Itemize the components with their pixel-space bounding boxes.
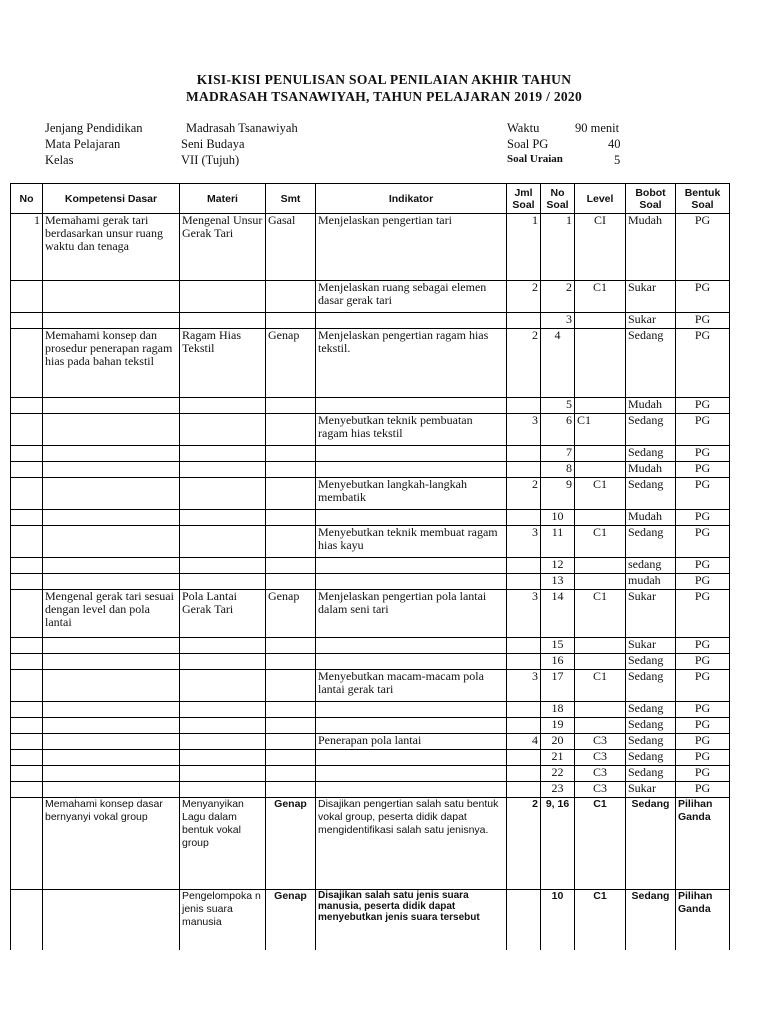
- kisi-kisi-table: [10, 183, 730, 950]
- cell-indikator: Menyebutkan teknik pembuatan ragam hias tekstil: [316, 414, 507, 446]
- cell-bobot: Sedang: [626, 414, 676, 446]
- cell-bentuk: PG: [676, 574, 730, 590]
- cell-no-soal: 23: [541, 782, 575, 798]
- table-row: [11, 414, 730, 446]
- table-row: [11, 782, 730, 798]
- cell-level: C1: [575, 590, 626, 638]
- cell-bobot: Sukar: [626, 638, 676, 654]
- cell-bobot: mudah: [626, 574, 676, 590]
- header-bentuk-soal: Bentuk Soal: [676, 184, 730, 214]
- cell-bobot: Mudah: [626, 398, 676, 414]
- cell-bobot: Sedang: [626, 766, 676, 782]
- cell-no-soal: 21: [541, 750, 575, 766]
- table-row: [11, 526, 730, 558]
- cell-materi: Pola Lantai Gerak Tari: [180, 590, 266, 638]
- table-row: [11, 670, 730, 702]
- cell-level: C1: [575, 478, 626, 510]
- kelas-value: VII (Tujuh): [181, 153, 240, 167]
- table-row: [11, 558, 730, 574]
- cell-bentuk: PG: [676, 590, 730, 638]
- cell-bentuk: PG: [676, 750, 730, 766]
- cell-bobot: Sedang: [626, 734, 676, 750]
- table-row: [11, 398, 730, 414]
- cell-no-soal: 2: [541, 281, 575, 313]
- cell-no-soal: 7: [541, 446, 575, 462]
- table-row: [11, 638, 730, 654]
- soal-uraian-value: 5: [614, 153, 621, 167]
- cell-bentuk: PG: [676, 526, 730, 558]
- table-row: [11, 890, 730, 950]
- cell-jml: 2: [507, 798, 541, 890]
- cell-smt: Genap: [266, 590, 316, 638]
- cell-bentuk: Pilihan Ganda: [676, 798, 730, 890]
- header-materi: Materi: [180, 184, 266, 214]
- cell-no-soal: 10: [541, 510, 575, 526]
- header-bobot-soal: Bobot Soal: [626, 184, 676, 214]
- cell-no-soal: 9, 16: [541, 798, 575, 890]
- cell-no-soal: 17: [541, 670, 575, 702]
- cell-no-soal: 19: [541, 718, 575, 734]
- cell-kd: Memahami gerak tari berdasarkan unsur ruang waktu dan tenaga: [43, 214, 180, 281]
- cell-jml: 3: [507, 414, 541, 446]
- jenjang-label: Jenjang Pendidikan: [45, 121, 143, 135]
- header-no: No: [11, 184, 43, 214]
- cell-bentuk: PG: [676, 734, 730, 750]
- document-title-line-2: MADRASAH TSANAWIYAH, TAHUN PELAJARAN 2019 / 2020: [185, 89, 583, 104]
- cell-bentuk: PG: [676, 414, 730, 446]
- cell-indikator: Menjelaskan pengertian pola lantai dalam seni tari: [316, 590, 507, 638]
- cell-bentuk: PG: [676, 313, 730, 329]
- cell-bentuk: PG: [676, 281, 730, 313]
- header-smt: Smt: [266, 184, 316, 214]
- cell-indikator: Menyebutkan macam-macam pola lantai gerak tari: [316, 670, 507, 702]
- cell-materi: Menyanyikan Lagu dalam bentuk vokal group: [180, 798, 266, 890]
- cell-indikator: Disajikan pengertian salah satu bentuk vokal group, peserta didik dapat mengidentifikasi salah satu jenisnya.: [316, 798, 507, 890]
- cell-bentuk: PG: [676, 510, 730, 526]
- cell-smt: Genap: [266, 798, 316, 890]
- table-row: [11, 654, 730, 670]
- cell-level: C1: [575, 890, 626, 950]
- cell-bentuk: PG: [676, 654, 730, 670]
- cell-no: 1: [11, 214, 43, 281]
- table-row: [11, 313, 730, 329]
- cell-jml: 3: [507, 670, 541, 702]
- cell-level: C3: [575, 766, 626, 782]
- cell-jml: 3: [507, 590, 541, 638]
- cell-bobot: Sedang: [626, 654, 676, 670]
- cell-bobot: Sedang: [626, 446, 676, 462]
- cell-bentuk: PG: [676, 766, 730, 782]
- cell-indikator: Menjelaskan ruang sebagai elemen dasar gerak tari: [316, 281, 507, 313]
- cell-indikator: Disajikan salah satu jenis suara manusia, peserta didik dapat menyebutkan jenis suara tersebut: [316, 890, 507, 950]
- cell-materi: Mengenal Unsur Gerak Tari: [180, 214, 266, 281]
- table-row: [11, 329, 730, 398]
- header-no-soal: No Soal: [541, 184, 575, 214]
- cell-jml: 1: [507, 214, 541, 281]
- cell-kd: Memahami konsep dan prosedur penerapan ragam hias pada bahan tekstil: [43, 329, 180, 398]
- cell-bentuk: PG: [676, 478, 730, 510]
- cell-level: C1: [575, 670, 626, 702]
- cell-indikator: Menyebutkan teknik membuat ragam hias kayu: [316, 526, 507, 558]
- cell-level: CI: [575, 214, 626, 281]
- table-row: [11, 750, 730, 766]
- cell-bobot: Sukar: [626, 782, 676, 798]
- cell-no-soal: 10: [541, 890, 575, 950]
- table-row: [11, 766, 730, 782]
- cell-indikator: Menjelaskan pengertian ragam hias tekstil.: [316, 329, 507, 398]
- kelas-label: Kelas: [45, 153, 74, 167]
- cell-bentuk: PG: [676, 558, 730, 574]
- cell-bentuk: PG: [676, 462, 730, 478]
- table-row: [11, 574, 730, 590]
- cell-bentuk: PG: [676, 329, 730, 398]
- cell-bobot: Sedang: [626, 798, 676, 890]
- cell-no-soal: 22: [541, 766, 575, 782]
- cell-bentuk: PG: [676, 214, 730, 281]
- cell-bobot: Sukar: [626, 313, 676, 329]
- cell-level: C3: [575, 734, 626, 750]
- cell-no-soal: 14: [541, 590, 575, 638]
- cell-jml: 2: [507, 478, 541, 510]
- cell-indikator: Menyebutkan langkah-langkah membatik: [316, 478, 507, 510]
- cell-bentuk: PG: [676, 398, 730, 414]
- cell-smt: Genap: [266, 890, 316, 950]
- cell-bobot: Sukar: [626, 281, 676, 313]
- table-row: [11, 510, 730, 526]
- cell-bobot: Sedang: [626, 750, 676, 766]
- cell-indikator: Penerapan pola lantai: [316, 734, 507, 750]
- waktu-label: Waktu: [507, 121, 540, 135]
- cell-indikator: Menjelaskan pengertian tari: [316, 214, 507, 281]
- cell-bobot: Sedang: [626, 702, 676, 718]
- soal-uraian-label: Soal Uraian: [507, 153, 563, 165]
- cell-bentuk: PG: [676, 638, 730, 654]
- table-row: [11, 462, 730, 478]
- cell-no-soal: 13: [541, 574, 575, 590]
- cell-no-soal: 5: [541, 398, 575, 414]
- table-row: [11, 214, 730, 281]
- table-row: [11, 446, 730, 462]
- soal-pg-label: Soal PG: [507, 137, 549, 151]
- cell-bobot: Sedang: [626, 670, 676, 702]
- jenjang-value: Madrasah Tsanawiyah: [186, 121, 298, 135]
- table-row: [11, 478, 730, 510]
- cell-no-soal: 6: [541, 414, 575, 446]
- table-row: [11, 281, 730, 313]
- table-row: [11, 590, 730, 638]
- mapel-label: Mata Pelajaran: [45, 137, 121, 151]
- cell-no-soal: 1: [541, 214, 575, 281]
- cell-no-soal: 20: [541, 734, 575, 750]
- cell-smt: Genap: [266, 329, 316, 398]
- cell-bobot: Sedang: [626, 526, 676, 558]
- cell-no-soal: 9: [541, 478, 575, 510]
- cell-jml: 3: [507, 526, 541, 558]
- cell-bobot: Sedang: [626, 890, 676, 950]
- cell-level: C3: [575, 750, 626, 766]
- cell-no-soal: 18: [541, 702, 575, 718]
- cell-materi: Pengelompoka n jenis suara manusia: [180, 890, 266, 950]
- cell-bentuk: PG: [676, 782, 730, 798]
- table-row: [11, 702, 730, 718]
- table-row: [11, 734, 730, 750]
- cell-bentuk: Pilihan Ganda: [676, 890, 730, 950]
- cell-kd: Mengenal gerak tari sesuai dengan level dan pola lantai: [43, 590, 180, 638]
- cell-smt: Gasal: [266, 214, 316, 281]
- cell-no-soal: 11: [541, 526, 575, 558]
- soal-pg-value: 40: [608, 137, 621, 151]
- table-header-row: [11, 184, 730, 214]
- cell-level: C3: [575, 782, 626, 798]
- cell-bentuk: PG: [676, 702, 730, 718]
- cell-bobot: Sukar: [626, 590, 676, 638]
- cell-no-soal: 16: [541, 654, 575, 670]
- header-kompetensi-dasar: Kompetensi Dasar: [43, 184, 180, 214]
- cell-materi: Ragam Hias Tekstil: [180, 329, 266, 398]
- cell-no-soal: 15: [541, 638, 575, 654]
- cell-bobot: Mudah: [626, 214, 676, 281]
- header-indikator: Indikator: [316, 184, 507, 214]
- table-row: [11, 718, 730, 734]
- document-title-line-1: KISI-KISI PENULISAN SOAL PENILAIAN AKHIR TAHUN: [196, 72, 572, 87]
- cell-no-soal: 8: [541, 462, 575, 478]
- table-row: [11, 798, 730, 890]
- cell-level: C1: [575, 526, 626, 558]
- cell-kd: Memahami konsep dasar bernyanyi vokal group: [43, 798, 180, 890]
- cell-bentuk: PG: [676, 446, 730, 462]
- cell-jml: 2: [507, 281, 541, 313]
- cell-no-soal: 4: [541, 329, 575, 398]
- header-jml-soal: Jml Soal: [507, 184, 541, 214]
- mapel-value: Seni Budaya: [181, 137, 245, 151]
- cell-bobot: sedang: [626, 558, 676, 574]
- cell-no-soal: 12: [541, 558, 575, 574]
- cell-bobot: Sedang: [626, 718, 676, 734]
- cell-bentuk: PG: [676, 718, 730, 734]
- cell-jml: 4: [507, 734, 541, 750]
- cell-bentuk: PG: [676, 670, 730, 702]
- cell-level: C1: [575, 798, 626, 890]
- cell-bobot: Sedang: [626, 329, 676, 398]
- waktu-value: 90 menit: [575, 121, 620, 135]
- cell-no-soal: 3: [541, 313, 575, 329]
- cell-bobot: Mudah: [626, 462, 676, 478]
- cell-jml: 2: [507, 329, 541, 398]
- header-level: Level: [575, 184, 626, 214]
- cell-level: C1: [575, 414, 626, 446]
- cell-bobot: Sedang: [626, 478, 676, 510]
- cell-level: C1: [575, 281, 626, 313]
- cell-bobot: Mudah: [626, 510, 676, 526]
